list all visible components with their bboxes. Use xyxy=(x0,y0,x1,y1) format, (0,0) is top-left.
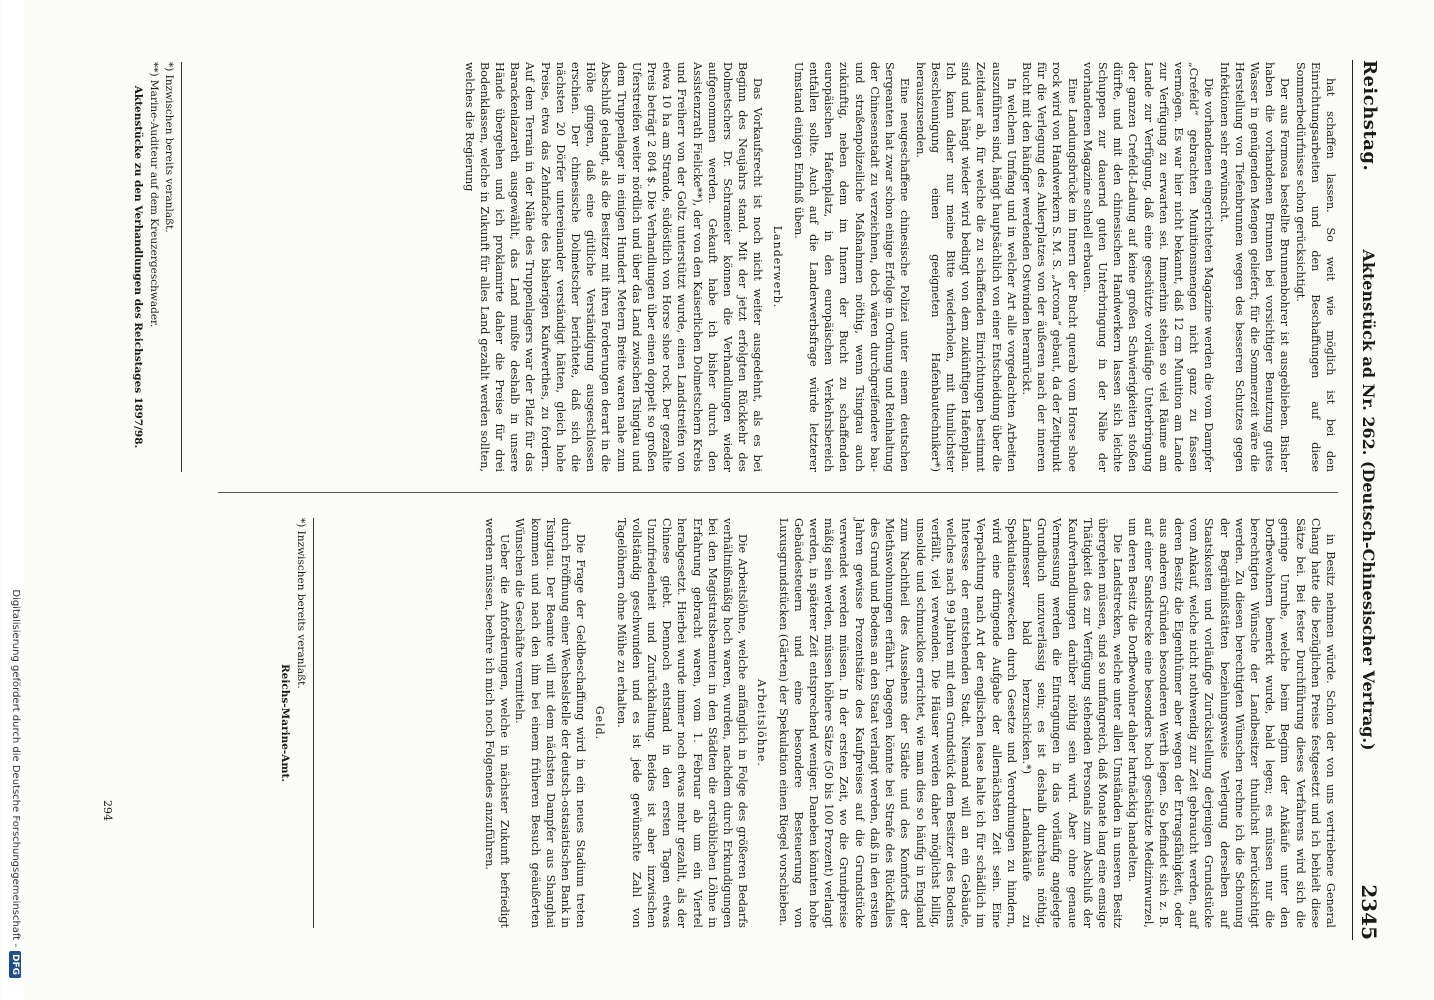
left-paragraph: Eine Landungsbrücke im Innern der Bucht querab vom Horse shoe rock wird von Handwerkern S. M. S. „Arcona“ gebaut, da der Zeitpunkt für die Verlegung des Ankerplatzes von der äußeren nach der inneren Bucht mit den häufiger werdenden Ostwinden heranrückt. xyxy=(1019,62,1079,472)
footnote: *) Inzwischen bereits veranlaßt. xyxy=(295,518,307,689)
column-divider xyxy=(218,492,1338,493)
dfg-logo: DFG xyxy=(9,951,21,978)
left-column xyxy=(218,62,1338,472)
left-paragraph: Eine neugeschaffene chinesische Polizei unter einem deutschen Sergeanten hat zwar schon einige Erfolge in Ordnung und Reinhaltung der Chinesenstadt zu verzeichnen, doch wären durchgreifendere bau- und straßenpolizeiliche Maßnahmen nöthig, wenn Tsingtau auch zukünftig, neben dem im Innern der Bucht zu schaffenden europäischen Hafenplatz, in den europäischen Verkehrsbereich entfallen sollte. Auch auf die Landerwerbsfrage würde letzterer Umstand einigen Einfluß üben. xyxy=(791,62,912,472)
header-page-number: 2345 xyxy=(1357,884,1381,940)
digitization-strip xyxy=(2,0,24,1000)
left-paragraph: Das Vorkaufsrecht ist noch nicht weiter ausgedehnt, als es bei Beginn des Neujahrs stand. Mit der jetzt erfolgten Rückkehr des Dolmetschers Dr. Schrameier können die Verhandlungen wieder aufgenommen werden. Gekauft habe ich bisher durch den Assistenzrath Fielicke**), der von den Kaiserlichen Dolmetschern Krebs und Freiherr von der Goltz unterstützt wurde, einen Landstreifen von etwa 10 ha am Strande, südöstlich von Horse shoe rock. Der gezahlte Preis beträgt 2 804 $. Die Verhandlungen über einen doppelt so großen Uferstreifen weiter nördlich und über das Land zwischen Tsingtau und dem Truppenlager in einigen Hundert Metern Breite waren nahe zum Abschluß gelangt, als die Besitzer mit ihren Forderungen derart in die Höhe gingen, daß eine gütliche Verständigung ausgeschlossen erschien. Der chinesische Dolmetscher berichtete, daß sich die nächsten 20 Dörfer untereinander verständigt hätten, gleich hohe Preise, etwa das Zehnfache des bisherigen Kaufwerthes, zu fordern. Auf dem Terrain in der Nähe des Truppenlagers war der Platz für das Barackenlazareth ausgewählt, das Land mußte deshalb in unsere Hände übergehen und ich proklamirte daher die Preise für drei Bodenklassen, welche in Zukunft für alles Land gezahlt werden sollten, welches die Regierung xyxy=(462,62,765,472)
header-title: Aktenstück ad Nr. 262. (Deutsch-Chinesischer Vertrag.) xyxy=(1359,249,1378,751)
right-paragraph: Die Arbeitslöhne, welche anfänglich in Folge des größeren Bedarfs verhältnißmäßig hoch waren, wurden, nachdem durch Erkundigungen bei den Magistratsbeamten in den Städten die ortsüblichen Löhne in Erfahrung gebracht waren, vom 1. Februar ab um ein Viertel herabgesetzt. Hierbei wurde immer noch etwas mehr gezahlt, als der Chinese giebt. Dennoch entstand in den ersten Tagen etwas Unzufriedenheit und Zurückhaltung. Beides ist aber inzwischen vollständig geschwunden und es ist jede gewünschte Zahl von Tagelöhnern ohne Mühe zu erhalten. xyxy=(614,518,750,928)
page-header xyxy=(1352,60,1389,940)
right-paragraph: Die Frage der Geldbeschaffung wird in ein neues Stadium treten durch Eröffnung einer Wechselstelle der deutsch-ostasiatischen Bank in Tsingtau. Der Beamte will mit dem nächsten Dampfer aus Shanghai kommen und nach den ihm bei einem früheren Besuch geäußerten Wünschen die Geschäfte vermitteln. xyxy=(513,518,588,928)
footnote: *) Inzwischen bereits veranlaßt. xyxy=(163,62,175,233)
left-paragraph: In welchem Umfang und in welcher Art alle vorgedachten Arbeiten auszuführen sind, hängt hauptsächlich von einer Entscheidung über die Zeitdauer ab, für welche die zu schaffenden Einrichtungen bestimmt sind und hängt wieder wird bedingt von dem zukünftigen Hafenplan. Ich kann daher nur meine Bitte wiederholen, mit thunlichster Beschleunigung einen geeigneten Hafenbautechniker*) herauszusenden. xyxy=(913,62,1018,472)
right-paragraph: in Besitz nehmen würde. Schon der von uns vertriebene General Chang hatte die bezüglichen Preise festgesetzt und ich behielt diese Sätze bei. Bei fester Durchführung dieses Verfahrens wird sich die geringe Unruhe, welche beim Beginn der Ankäufe unter den Dorfbewohnern bemerkt wurde, bald legen; es müssen nur die berechtigten Wünsche der Landbesitzer thunlichst berücksichtigt werden. Zu diesen berechtigten Wünschen rechne ich die Schonung der Begräbnißstätten beziehungsweise Verlegung derselben auf Staatskosten und vorläufige Zurückstellung derjenigen Grundstücke vom Ankauf, welche nicht nothwendig zur Zeit gebraucht werden, auf deren Besitz die Eigenthümer aber wegen der Ertragsfähigkeit, oder aus anderen Gründen besonderen Werth legen. So befindet sich z. B. auf einer Sandstrecke eine besonders hoch geschätzte Medizinwurzel, um deren Besitz die Dorfbewohner daher hartnäckig handelten. xyxy=(1126,518,1337,928)
dfg-funding-text: Digitalisierung gefördert durch die Deutsche Forschungsgemeinschaft - xyxy=(10,589,21,947)
page-reference-number: 294 xyxy=(101,800,114,821)
left-paragraph: hat schaffen lassen. So weit wie möglich ist bei den Einrichtungsarbeiten und den Beschaffungen auf diese Sommerbedürfnisse schon gerücksichtigt. xyxy=(1293,62,1337,472)
footnote-source: Aktenstücke zu den Verhandlungen des Reichstages 1897/98. xyxy=(132,85,144,449)
header-reichstag: Reichstag. xyxy=(1359,60,1380,172)
dfg-funding-note xyxy=(9,589,21,978)
right-column xyxy=(218,518,1338,928)
footnote: **) Marine-Auditeur auf dem Kreuzergeschwader. xyxy=(148,62,160,328)
right-paragraph: Ueber die Anforderungen, welche in nächster Zukunft befriedigt werden müssen, beehre ich mich noch Folgendes anzuführen. xyxy=(483,518,512,928)
section-heading-landerwerb: Landerwerb. xyxy=(770,225,784,309)
right-footnotes xyxy=(277,518,314,928)
right-paragraph: Die Landstrecken, welche unter allen Umständen in unseren Besitz übergehen müssen, sind so umfangreich, daß Monate lang eine emsige Thätigkeit des zur Verfügung stehenden Personals zum Abschluß der Kaufverhandlungen darüber nöthig sein wird. Aber ohne genaue Vermessung werden die Eintragungen in das vorläufig angelegte Grundbuch unzuverlässig sein; es ist deshalb durchaus nöthig, Landmesser bald herzuschicken.*) Landankäufe zu Spekulationszwecken durch Gesetze und Verordnungen zu hindern, wird eine dringende Aufgabe der allernächsten Zeit sein. Eine Verpachtung nach Art der englischen lease halte ich für schädlich im Interesse der entstehenden Stadt. Niemand will an ein Gebäude, welches nach 99 Jahren mit dem Grundstück dem Besitzer des Bodens verfällt, viel verwenden. Die Häuser werden daher möglichst billig, unsolide und schmucklos errichtet, wie man dies so häufig in England zum Nachtheil des Aussehens der Städte und des Komforts der Miethswohnungen erfährt. Dagegen könnte bei Strafe des Rückfalles des Grund und Bodens an den Staat verlangt werden, daß in den ersten Jahren gewisse Prozentsätze des Kaufpreises auf die Grundstücke verwendet werden müssen. In der ersten Zeit, wo die Grundpreise mäßig sein werden, müssen höhere Sätze (50 bis 100 Prozent) verlangt werden, in späterer Zeit entsprechend weniger. Daneben könnten hohe Gebäudesteuern und eine besondere Besteuerung von Luxusgrundstücken (Gärten) der Spekulation einen Riegel vorschieben. xyxy=(776,518,1125,928)
section-heading-arbeitsloehne: Arbeitslöhne. xyxy=(755,679,769,767)
left-paragraph: Der aus Formosa bestellte Brunnenbohrer ist ausgeblieben. Bisher haben die vorhandenen Brunnen bei vorsichtiger Benutzung gutes Wasser in genügenden Mengen geliefert; für die Sommerzeit wäre die Herstellung von Tiefenbrunnen wegen des besseren Schutzes gegen Infektionen sehr erwünscht. xyxy=(1217,62,1292,472)
footnote-signature: Reichs-Marine-Amt. xyxy=(279,663,291,783)
section-heading-geld: Geld. xyxy=(593,705,607,741)
left-paragraph: Die vorhandenen eingerichteten Magazine werden die vom Dampfer „Crefeld“ gebrachten Munitionsmengen nicht ganz zu fassen vermögen. Es war hier nicht bekannt, daß 12 cm Munition am Lande zur Verfügung zu erwarten sei. Immerhin stehen so viel Räume am Lande zur Verfügung, daß eine geschützte vorläufige Unterbringung der ganzen Crefeld-Ladung auf keine großen Schwierigkeiten stoßen dürfte, und mit den chinesischen Handwerkern lassen sich leichte Schuppen zur dauernd guten Unterbringung in der Nähe der vorhandenen Magazine schnell erbauen. xyxy=(1080,62,1216,472)
left-footnotes xyxy=(130,62,182,472)
